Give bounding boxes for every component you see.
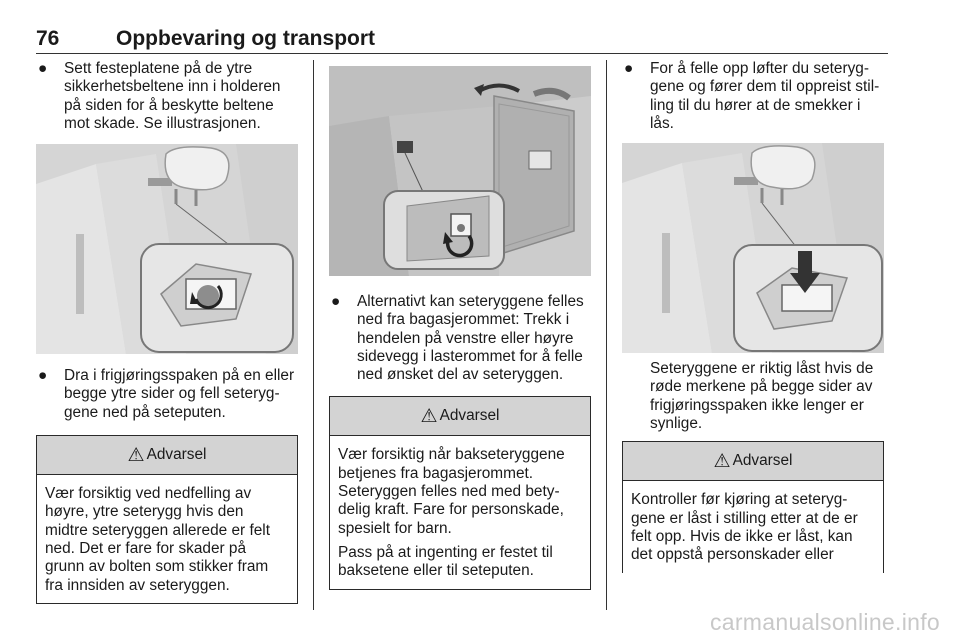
warning-paragraph	[338, 544, 584, 581]
warning-icon: ⚠	[713, 450, 731, 472]
column-1	[36, 60, 298, 604]
warning-body	[330, 436, 590, 588]
warning-paragraph	[631, 491, 877, 564]
line: på siden for å beskytte beltene	[64, 96, 274, 114]
line: ned fra bagasjerommet: Trekk i	[357, 311, 570, 329]
line: midtre seteryggen allerede er felt	[45, 521, 270, 539]
line: For å felle opp løfter du seteryg-	[650, 60, 869, 77]
column-divider	[606, 60, 607, 610]
line: lås.	[650, 114, 674, 132]
warning-paragraph	[45, 485, 291, 595]
illustration-release-lever	[622, 143, 884, 353]
line: frigjøringsspaken ikke lenger er	[650, 396, 864, 414]
line: felt opp. Hvis de ikke er låst, kan	[631, 527, 853, 545]
warning-box	[329, 396, 591, 589]
line: grunn av bolten som stikker fram	[45, 558, 269, 576]
line: spesielt for barn.	[338, 519, 452, 537]
line: det oppstå personskader eller	[631, 546, 834, 564]
list-item	[622, 60, 884, 133]
line: sidevegg i lasterommet for å felle	[357, 347, 583, 365]
line: ned ønsket del av seteryggen.	[357, 366, 564, 384]
line: Sett festeplatene på de ytre	[64, 60, 253, 77]
line: Kontroller før kjøring at seteryg-	[631, 491, 848, 509]
line: Pass på at ingenting er festet til	[338, 543, 553, 561]
line: Seteryggene er riktig låst hvis de	[650, 360, 874, 378]
line: høyre, ytre seterygg hvis den	[45, 503, 244, 521]
warning-box	[36, 435, 298, 604]
list-item	[329, 293, 591, 384]
line: begge ytre sider og fell seteryg-	[64, 385, 280, 403]
warning-header	[623, 442, 883, 481]
page-number: 76	[36, 27, 60, 50]
warning-icon: ⚠	[127, 444, 145, 466]
line: Dra i frigjøringsspaken på en eller	[64, 367, 295, 385]
line: Seteryggen felles ned med bety-	[338, 483, 560, 501]
bullet-icon: ●	[624, 60, 634, 77]
warning-title: Advarsel	[439, 407, 500, 425]
line: mot skade. Se illustrasjonen.	[64, 114, 261, 132]
line: gene ned på seteputen.	[64, 403, 226, 421]
line: gene og fører dem til oppreist stil-	[650, 78, 880, 96]
warning-header	[37, 436, 297, 475]
line: fra innsiden av seteryggen.	[45, 576, 230, 594]
page-title: Oppbevaring og transport	[116, 27, 376, 50]
warning-title: Advarsel	[146, 446, 207, 464]
list-item	[36, 60, 298, 133]
line: gene er låst i stilling etter at de er	[631, 509, 858, 527]
warning-header	[330, 397, 590, 436]
page-header	[36, 25, 888, 54]
warning-title: Advarsel	[732, 452, 793, 470]
warning-box	[622, 441, 884, 572]
column-2	[329, 60, 591, 590]
warning-paragraph	[338, 446, 584, 537]
bullet-icon: ●	[38, 60, 48, 77]
line: Vær forsiktig ved nedfelling av	[45, 485, 252, 503]
line: Alternativt kan seteryggene felles	[357, 293, 584, 310]
list-item	[36, 367, 298, 422]
warning-body	[623, 481, 883, 572]
line: baksetene eller til seteputen.	[338, 562, 534, 580]
warning-icon: ⚠	[420, 405, 438, 427]
line: betjenes fra bagasjerommet.	[338, 464, 534, 482]
line: hendelen på venstre eller høyre	[357, 329, 574, 347]
line: delig kraft. Fare for personskade,	[338, 501, 564, 519]
line: ned. Det er fare for skader på	[45, 539, 247, 557]
line: sikkerhetsbeltene inn i holderen	[64, 78, 281, 96]
column-divider	[313, 60, 314, 610]
line: røde merkene på begge sider av	[650, 378, 873, 396]
line: synlige.	[650, 415, 703, 433]
bullet-icon: ●	[38, 367, 48, 385]
column-3	[622, 60, 884, 573]
line: Vær forsiktig når bakseteryggene	[338, 446, 565, 464]
paragraph	[622, 360, 884, 433]
line: ling til du hører at de smekker i	[650, 96, 861, 114]
warning-body	[37, 475, 297, 603]
illustration-cargo-lever	[329, 66, 591, 276]
bullet-icon: ●	[331, 293, 341, 310]
watermark: carmanualsonline.info	[709, 609, 940, 635]
illustration-seatbelt-holder	[36, 144, 298, 354]
